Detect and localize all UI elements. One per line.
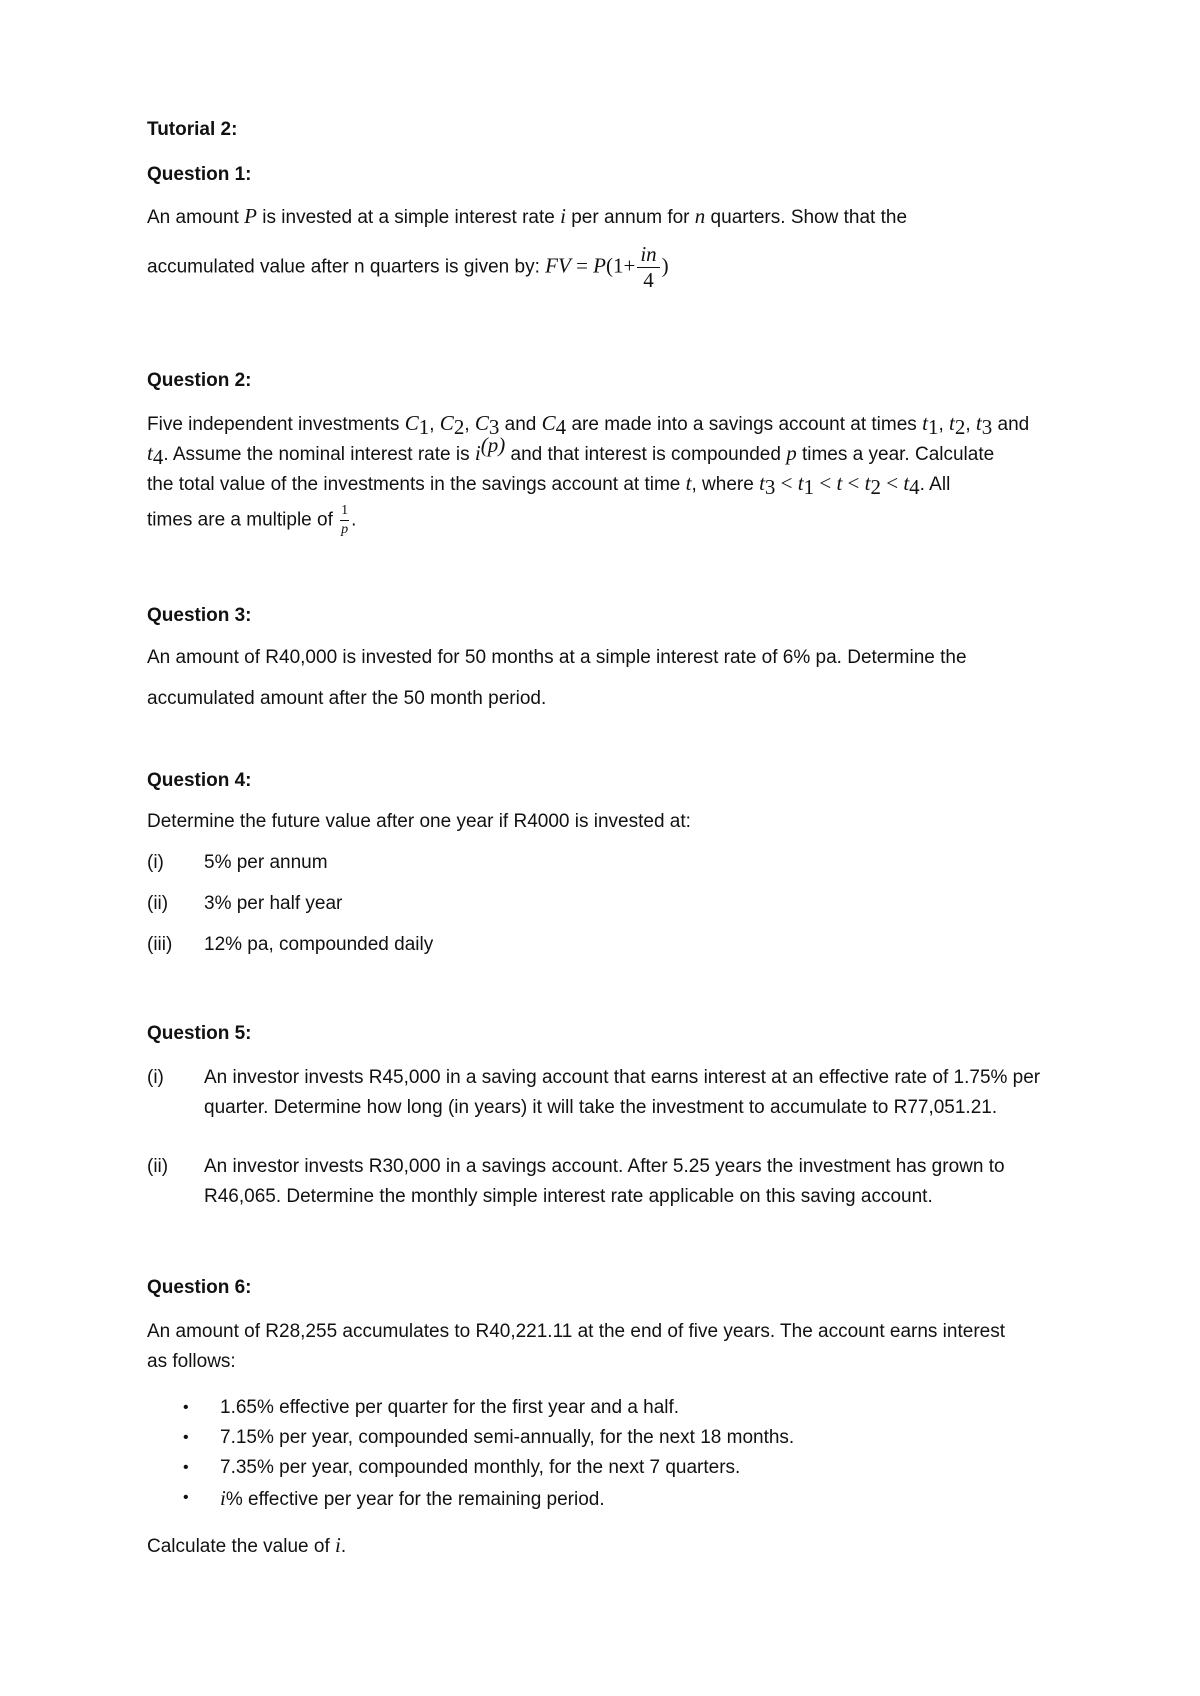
bullet-dot: • [183, 1459, 189, 1476]
formula-fv: FV [545, 253, 571, 278]
less-than: < [775, 471, 798, 495]
question-3-heading: Question 3: [147, 605, 252, 626]
q1-text: quarters. Show that the [705, 207, 908, 228]
sub-4: 4 [152, 445, 164, 469]
comma: , [965, 414, 976, 435]
question-2-line-4 [147, 504, 1067, 537]
question-2-line-1 [147, 408, 1067, 440]
question-4-intro: Determine the future value after one year if R4000 is invested at: [147, 811, 691, 832]
item-label: (i) [147, 852, 164, 873]
question-6-heading: Question 6: [147, 1277, 252, 1298]
item-label: (iii) [147, 934, 173, 955]
less-than: < [842, 471, 865, 495]
item-label: (i) [147, 1067, 164, 1088]
sup-p: (p) [480, 433, 506, 457]
q2-text: and that interest is compounded [505, 444, 787, 465]
q2-text: are made into a savings account at times [566, 414, 923, 435]
formula-open: (1+ [605, 253, 636, 278]
sub-2: 2 [453, 415, 465, 439]
sub-2: 2 [870, 475, 881, 499]
var-i: i [335, 1533, 341, 1557]
var-c: C [541, 411, 556, 435]
q2-text: . All [919, 474, 951, 495]
tutorial-title: Tutorial 2: [147, 119, 238, 140]
question-6-intro: An amount of R28,255 accumulates to R40,221.11 at the end of five years. The account earns interest as follows: [147, 1321, 1005, 1372]
var-t: t [864, 471, 871, 495]
question-4-heading: Question 4: [147, 770, 252, 791]
and-text: and [499, 414, 542, 435]
fraction-numerator: 1 [340, 504, 349, 521]
q2-text: . Assume the nominal interest rate is [163, 444, 475, 465]
formula-equals: = [570, 253, 594, 278]
bullet-text: 7.15% per year, compounded semi-annually, for the next 18 months. [220, 1427, 795, 1448]
var-t: t [147, 441, 153, 465]
q2-text: Five independent investments [147, 414, 405, 435]
sub-2: 2 [954, 415, 966, 439]
sub-4: 4 [909, 475, 920, 499]
sub-4: 4 [555, 415, 567, 439]
formula-fraction [637, 244, 659, 291]
q1-var-i: i [560, 204, 566, 228]
var-t: t [949, 411, 955, 435]
var-t: t [797, 471, 804, 495]
q2-text: , where [691, 474, 760, 495]
item-text: 3% per half year [204, 893, 343, 914]
period: . [340, 1536, 347, 1557]
question-3-line-2: accumulated amount after the 50 month period. [147, 688, 547, 709]
var-p: p [786, 441, 797, 465]
var-t: t [903, 471, 910, 495]
fraction-one-over-p [340, 504, 349, 537]
and-text: and [992, 414, 1030, 435]
comma: , [938, 414, 949, 435]
var-c: C [474, 411, 489, 435]
item-text: An investor invests R45,000 in a saving account that earns interest at an effective rate of 1.75% per quarter. Determine how long (in years) it will take the investment to accumulate to R77,051.21. [204, 1067, 1041, 1118]
item-label: (ii) [147, 1156, 169, 1177]
q1-text: is invested at a simple interest rate [257, 207, 561, 228]
fraction-numerator: in [637, 244, 659, 268]
question-2-heading: Question 2: [147, 370, 252, 391]
sub-3: 3 [488, 415, 500, 439]
bullet-text-rest: % effective per year for the remaining period. [225, 1489, 605, 1510]
formula-p: P [593, 253, 606, 278]
q2-text: times a year. Calculate [796, 444, 995, 465]
question-1-line-2 [147, 244, 1067, 291]
sub-1: 1 [927, 415, 939, 439]
question-5-heading: Question 5: [147, 1023, 252, 1044]
question-1-line-1 [147, 201, 1067, 233]
sub-1: 1 [418, 415, 430, 439]
fraction-denominator: p [341, 522, 349, 537]
comma: , [464, 414, 475, 435]
var-t: t [836, 471, 843, 495]
q1-text: accumulated value after n quarters is given by: [147, 256, 546, 278]
var-t: t [922, 411, 928, 435]
comma: , [429, 414, 440, 435]
less-than: < [880, 471, 904, 495]
less-than: < [814, 471, 837, 495]
bullet-text: 1.65% effective per quarter for the first year and a half. [220, 1397, 680, 1418]
q1-text: per annum for [565, 207, 695, 228]
period: . [351, 509, 357, 531]
sub-1: 1 [803, 475, 815, 499]
var-c: C [439, 411, 454, 435]
bullet-text [220, 1483, 1070, 1515]
item-text: 12% pa, compounded daily [204, 934, 434, 955]
formula-close: ) [661, 253, 669, 278]
question-3-line-1: An amount of R40,000 is invested for 50 months at a simple interest rate of 6% pa. Determine the [147, 647, 967, 668]
question-2-line-3 [147, 468, 1067, 500]
closing-text: Calculate the value of [147, 1536, 336, 1557]
question-1-heading: Question 1: [147, 164, 252, 185]
q1-var-n: n [694, 204, 706, 228]
question-2-line-2 [147, 433, 1067, 470]
var-t: t [975, 411, 982, 435]
sub-3: 3 [764, 475, 776, 499]
q1-text: An amount [147, 207, 245, 228]
var-t: t [685, 471, 692, 495]
fraction-denominator: 4 [643, 268, 654, 292]
bullet-dot: • [183, 1399, 189, 1416]
q1-var-p: P [244, 204, 257, 228]
var-i: i [474, 441, 481, 465]
var-c: C [404, 411, 419, 435]
item-label: (ii) [147, 893, 169, 914]
bullet-dot: • [183, 1489, 189, 1506]
bullet-text: 7.35% per year, compounded monthly, for the next 7 quarters. [220, 1457, 741, 1478]
item-text: 5% per annum [204, 852, 328, 873]
q2-text: the total value of the investments in the savings account at time [147, 474, 686, 495]
bullet-dot: • [183, 1429, 189, 1446]
question-6-closing [147, 1530, 1067, 1562]
var-t: t [759, 471, 765, 495]
var-i: i [220, 1486, 226, 1510]
sub-3: 3 [981, 415, 993, 439]
item-text: An investor invests R30,000 in a savings account. After 5.25 years the investment has grown to R46,065. Determine the monthly simple interest rate applicable on this saving account. [204, 1156, 1005, 1207]
q2-text: times are a multiple of [147, 509, 339, 531]
